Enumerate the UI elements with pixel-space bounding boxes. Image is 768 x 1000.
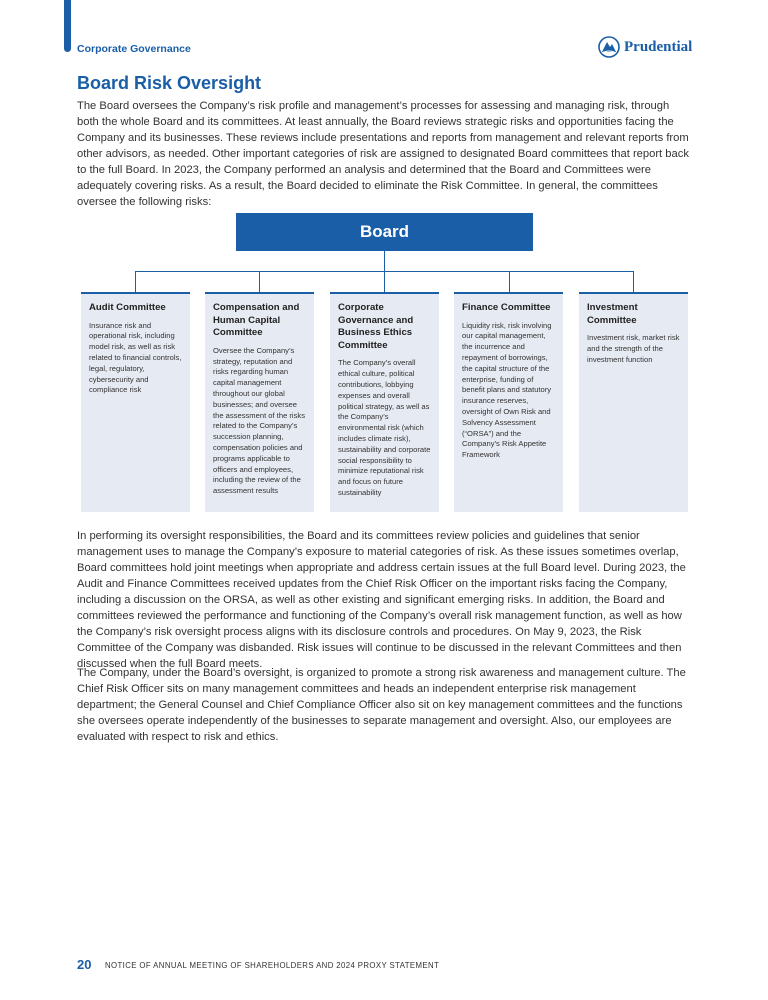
oversight-paragraph: In performing its oversight responsibilities, the Board and its committees review policies and guidelines that senior management uses to manage the Company’s exposure to material categories of risk. As these issues sometimes overlap, Board committees hold joint meetings when appropriate and address certain issues at the full Board level. During 2023, the Audit and Finance Committees received updates from the Chief Risk Officer on the important risks facing the Company, including a discussion on the ORSA, as well as other existing and significant emerging risks. In addition, the Board and committees reviewed the performance and functioning of the Company’s overall risk management function, as well as how the Company’s risk oversight process aligns with its disclosure controls and procedures. On May 9, 2023, the Risk Committee of the Company was disbanded. Risk issues will continue to be discussed in the relevant Committees and then discussed when the full Board meets. xyxy=(77,530,686,670)
connector-line xyxy=(135,271,136,292)
committee-title: Corporate Governance and Business Ethics Committee xyxy=(338,302,414,351)
committee-compensation xyxy=(205,292,314,512)
committee-investment xyxy=(579,292,688,512)
footer-text: NOTICE OF ANNUAL MEETING OF SHAREHOLDERS AND 2024 PROXY STATEMENT xyxy=(105,961,440,970)
rock-icon xyxy=(598,36,620,58)
prudential-logo xyxy=(598,36,692,58)
committee-description: The Company’s overall ethical culture, political contributions, lobbying expenses and overall political strategy, as well as the Company’s environmental risk (which includes climate risk), sustainability and corporate social responsibility to minimize reputational risk and focus on future sustainability xyxy=(338,358,431,497)
committee-title: Compensation and Human Capital Committee xyxy=(213,302,300,339)
logo-text: Prudential xyxy=(624,38,693,55)
committee-description: Insurance risk and operational risk, including model risk, as well as risk related to financial controls, legal, regulatory, cybersecurity and compliance risk xyxy=(89,320,182,395)
committee-description: Oversee the Company’s strategy, reputation and risks regarding human capital management throughout our global businesses; and oversee the assessment of the risks related to the Company’s succession planning, compensation policies and programs applicable to officers and employees, including the review of the assessment results xyxy=(213,345,306,496)
committee-title: Audit Committee xyxy=(89,302,166,313)
connector-line xyxy=(384,271,385,292)
board-label: Board xyxy=(359,222,410,241)
committee-title: Investment Committee xyxy=(587,302,638,326)
intro-paragraph: The Board oversees the Company’s risk profile and management’s processes for assessing and managing risk, through both the whole Board and its committees. At least annually, the Board reviews strategic risks and opportunities facing the Company and its businesses. These reviews include presentations and reports from management and relevant reports from other advisors, as needed. Other important categories of risk are assigned to designated Board committees that report back to the full Board. In 2023, the Company performed an analysis and determined that the Board and Committees were adequately covering risks. As a result, the Board decided to eliminate the Risk Committee. In general, the committees oversee the following risks: xyxy=(77,100,689,208)
committee-audit xyxy=(81,292,190,512)
committee-title: Finance Committee xyxy=(462,302,551,313)
connector-line xyxy=(384,251,385,271)
committee-description: Investment risk, market risk and the strength of the investment function xyxy=(587,333,680,364)
committee-finance xyxy=(454,292,563,512)
header-accent-bar xyxy=(64,0,71,52)
connector-line xyxy=(633,271,634,292)
page-title: Board Risk Oversight xyxy=(77,73,262,93)
board-box xyxy=(236,213,533,251)
committee-governance xyxy=(330,292,439,512)
connector-line xyxy=(259,271,260,292)
culture-paragraph: The Company, under the Board’s oversight, is organized to promote a strong risk awareness and management culture. The Chief Risk Officer sits on many management committees and heads an independent enterprise risk management department; the General Counsel and Chief Compliance Officer also sit on key management committees and the functions she oversees operate independently of the businesses to separate management and oversight. Also, our employees are evaluated with respect to risk and ethics. xyxy=(77,667,686,743)
page-number: 20 xyxy=(77,957,92,972)
connector-line xyxy=(509,271,510,292)
section-label: Corporate Governance xyxy=(77,43,191,55)
committee-description: Liquidity risk, risk involving our capital management, the incurrence and repayment of borrowings, the capital structure of the enterprise, funding of benefit plans and statutory insurance reserves, oversight of Own Risk and Solvency Assessment (“ORSA”) and the Company’s Risk Appetite Framework xyxy=(462,320,552,460)
